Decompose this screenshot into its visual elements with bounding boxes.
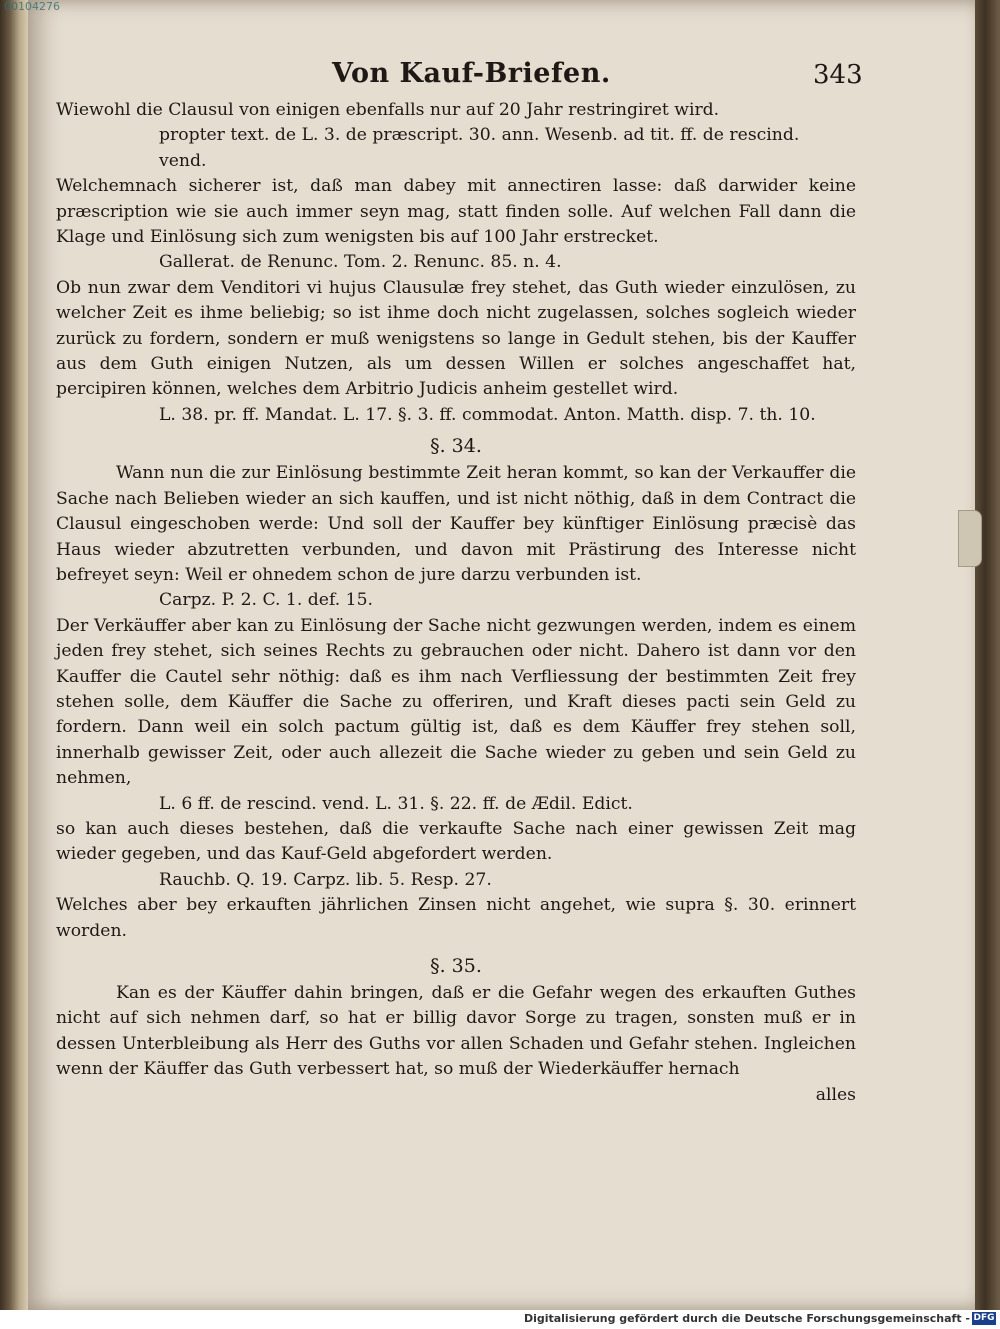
paragraph: so kan auch dieses bestehen, daß die verkaufte Sache nach einer gewissen Zeit mag wieder gegeben, und das Kauf-Geld abgefordert werden. [56, 818, 856, 865]
paragraph: Wiewohl die Clausul von einigen ebenfalls nur auf 20 Jahr restringiret wird. [56, 100, 720, 120]
catchword: alles [815, 1084, 856, 1105]
citation: Rauchb. Q. 19. Carpz. lib. 5. Resp. 27. [159, 869, 492, 890]
book-right-edge [975, 0, 1000, 1310]
book-spine-edge [0, 0, 28, 1310]
citation: L. 38. pr. ff. Mandat. L. 17. §. 3. ff. commodat. Anton. Matth. disp. 7. th. 10. [159, 404, 816, 425]
running-head: Von Kauf-Briefen. [332, 58, 611, 89]
page-content [56, 58, 863, 1108]
citation: propter text. de L. 3. de præscript. 30. ann. Wesenb. ad tit. ff. de rescind. vend. [159, 125, 800, 171]
page-number: 343 [813, 60, 863, 90]
citation: Carpz. P. 2. C. 1. def. 15. [159, 590, 373, 611]
scan-id: 00104276 [4, 0, 60, 13]
citation: Gallerat. de Renunc. Tom. 2. Renunc. 85. n. 4. [159, 252, 562, 273]
section-heading: §. 35. [430, 955, 482, 977]
paragraph: Ob nun zwar dem Venditori vi hujus Clausulæ frey stehet, das Guth wieder einzulösen, zu welcher Zeit es ihme beliebig; so ist ihme doch nicht zugelassen, solches sogleich wieder zurück zu fordern, sondern er muß wenigstens so lange in Gedult stehen, bis der Kauffer aus dem Guth einigen Nutzen, als um dessen Willen er solches angeschaffet hat, percipiren können, welches dem Arbitrio Judicis anheim gestellet wird. [56, 277, 856, 400]
dfg-logo-icon: DFG [973, 1313, 995, 1323]
paragraph: Wann nun die zur Einlösung bestimmte Zeit heran kommt, so kan der Verkauffer die Sache nach Belieben wieder an sich kauffen, und ist nicht nöthig, daß in dem Contract die Clausul eingeschoben werde: Und soll der Kauffer bey künftiger Einlösung præcisè das Haus wieder abzutretten verbunden, und davon mit Prästirung des Interesse nicht befreyet seyn: Weil er ohnedem schon de jure darzu verbunden ist. [56, 463, 856, 585]
paragraph: Der Verkäuffer aber kan zu Einlösung der Sache nicht gezwungen werden, indem es einem jeden frey stehet, sich seines Rechts zu gebrauchen oder nicht. Dahero ist dann vor den Kauffer die Cautel sehr nöthig: daß es ihm nach Verfliessung der bestimmten Zeit frey stehen solle, dem Käuffer die Sache zu offeriren, und Kraft dieses pacti sein Geld zu fordern. Dann weil ein solch pactum gültig ist, daß es dem Käuffer frey stehen soll, innerhalb gewisser Zeit, oder auch allezeit die Sache wieder zu geben und sein Geld zu nehmen, [56, 615, 856, 789]
citation: L. 6 ff. de rescind. vend. L. 31. §. 22. ff. de Ædil. Edict. [159, 793, 633, 814]
section-heading: §. 34. [430, 435, 482, 458]
paragraph: Kan es der Käuffer dahin bringen, daß er die Gefahr wegen des erkauften Guthes nicht auf sich nehmen darf, so hat er billig davor Sorge zu tragen, sonsten muß er in dessen Unterbleibung als Herr des Guths vor allen Schaden und Gefahr stehen. Ingleichen wenn der Käuffer das Guth verbessert hat, so muß der Wiederkäuffer hernach [56, 983, 856, 1080]
page-header [56, 58, 863, 98]
paragraph: Welches aber bey erkauften jährlichen Zinsen nicht angehet, wie supra §. 30. erinnert worden. [56, 895, 856, 941]
paragraph: Welchemnach sicherer ist, daß man dabey mit annectiren lasse: daß darwider keine præscription wie sie auch immer seyn mag, statt finden solle. Auf welchen Fall dann die Klage und Einlösung sich zum wenigsten bis auf 100 Jahr erstrecket. [56, 176, 856, 248]
page-marker-tab [958, 510, 982, 567]
footer-credit: Digitalisierung gefördert durch die Deutsche Forschungsgemeinschaft - [523, 1312, 970, 1325]
